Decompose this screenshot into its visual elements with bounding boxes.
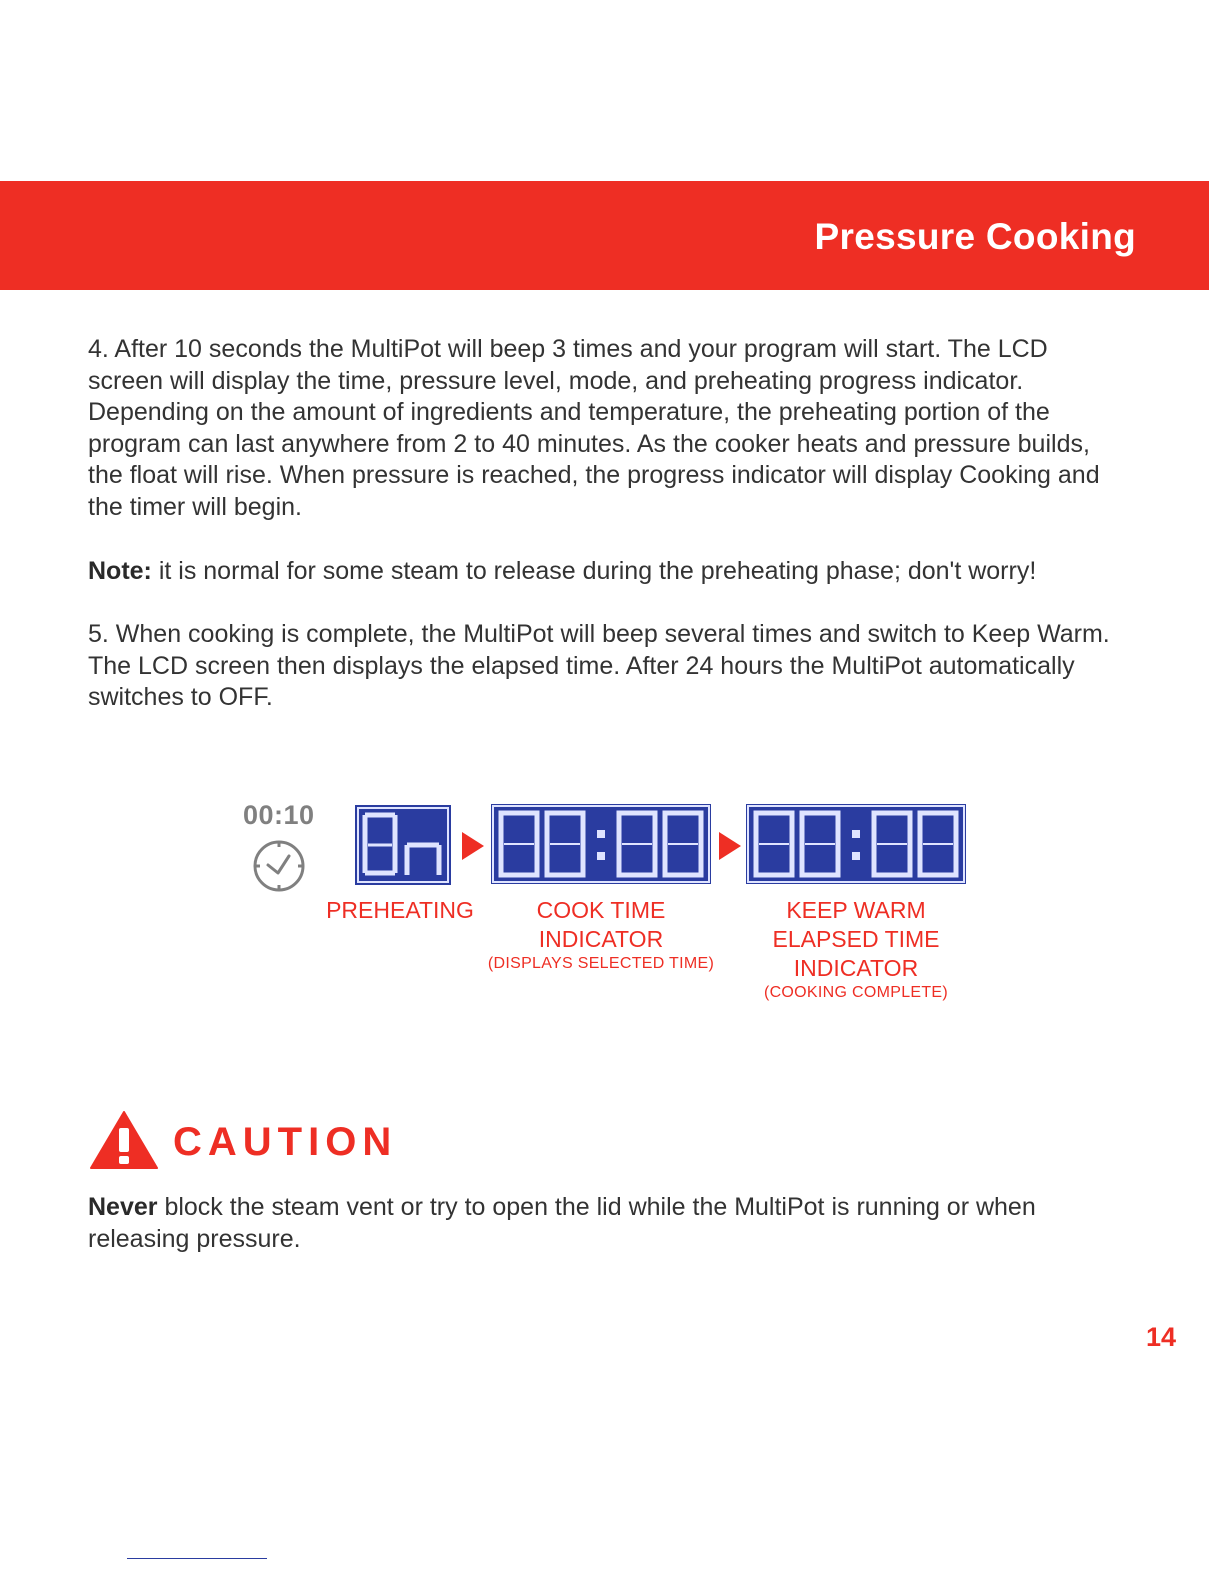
lcd-keep-warm-display <box>746 804 966 884</box>
clock-icon <box>251 838 307 899</box>
step-4-text: 4. After 10 seconds the MultiPot will beep 3 times and your program will start. The LCD screen will display the time, pressure level, mode, and preheating progress indicator. Depending on the amount of ingredients and temperature, the preheating portion of the program can last anywhere from 2 to 40 minutes. As the cooker heats and pressure builds, the float will rise. When pressure is reached, the progress indicator will display Cooking and the timer will begin. <box>88 335 1100 521</box>
note-paragraph <box>88 556 1118 588</box>
caution-paragraph <box>88 1192 1118 1255</box>
note-text: it is normal for some steam to release during the preheating phase; don't worry! <box>151 557 1037 585</box>
page-title: Pressure Cooking <box>814 216 1136 257</box>
caution-bold: Never <box>88 1193 158 1221</box>
cook-label-line-1: COOK TIME <box>536 897 666 923</box>
bottom-rule <box>127 1558 267 1559</box>
step-5-text: 5. When cooking is complete, the MultiPot will beep several times and switch to Keep Warm. The LCD screen then displays the elapsed time. After 24 hours the MultiPot automatically switches to OFF. <box>88 620 1110 712</box>
caution-title: CAUTION <box>173 1120 398 1164</box>
cook-label-sub: (DISPLAYS SELECTED TIME) <box>487 955 715 972</box>
lcd-cook-time-display <box>491 804 711 884</box>
cook-time-label <box>486 896 716 974</box>
cook-label-line-2: INDICATOR <box>538 926 664 952</box>
warning-triangle-icon <box>89 1110 159 1175</box>
warm-label-sub: (COOKING COMPLETE) <box>763 984 949 1001</box>
keep-warm-label <box>741 896 971 1003</box>
warm-label-line-3: INDICATOR <box>793 955 919 981</box>
preheating-label-text: PREHEATING <box>326 897 474 923</box>
arrow-right-icon <box>719 832 741 860</box>
note-label: Note: <box>88 557 152 585</box>
timer-readout: 00:10 <box>243 800 315 830</box>
lcd-preheating-display <box>355 805 451 885</box>
page-number: 14 <box>1145 1322 1176 1352</box>
warm-label-line-1: KEEP WARM <box>786 897 926 923</box>
arrow-right-icon <box>462 832 484 860</box>
preheating-label <box>320 896 480 925</box>
caution-text: block the steam vent or try to open the lid while the MultiPot is running or when releasing pressure. <box>88 1193 1036 1253</box>
warm-label-line-2: ELAPSED TIME <box>772 926 940 952</box>
